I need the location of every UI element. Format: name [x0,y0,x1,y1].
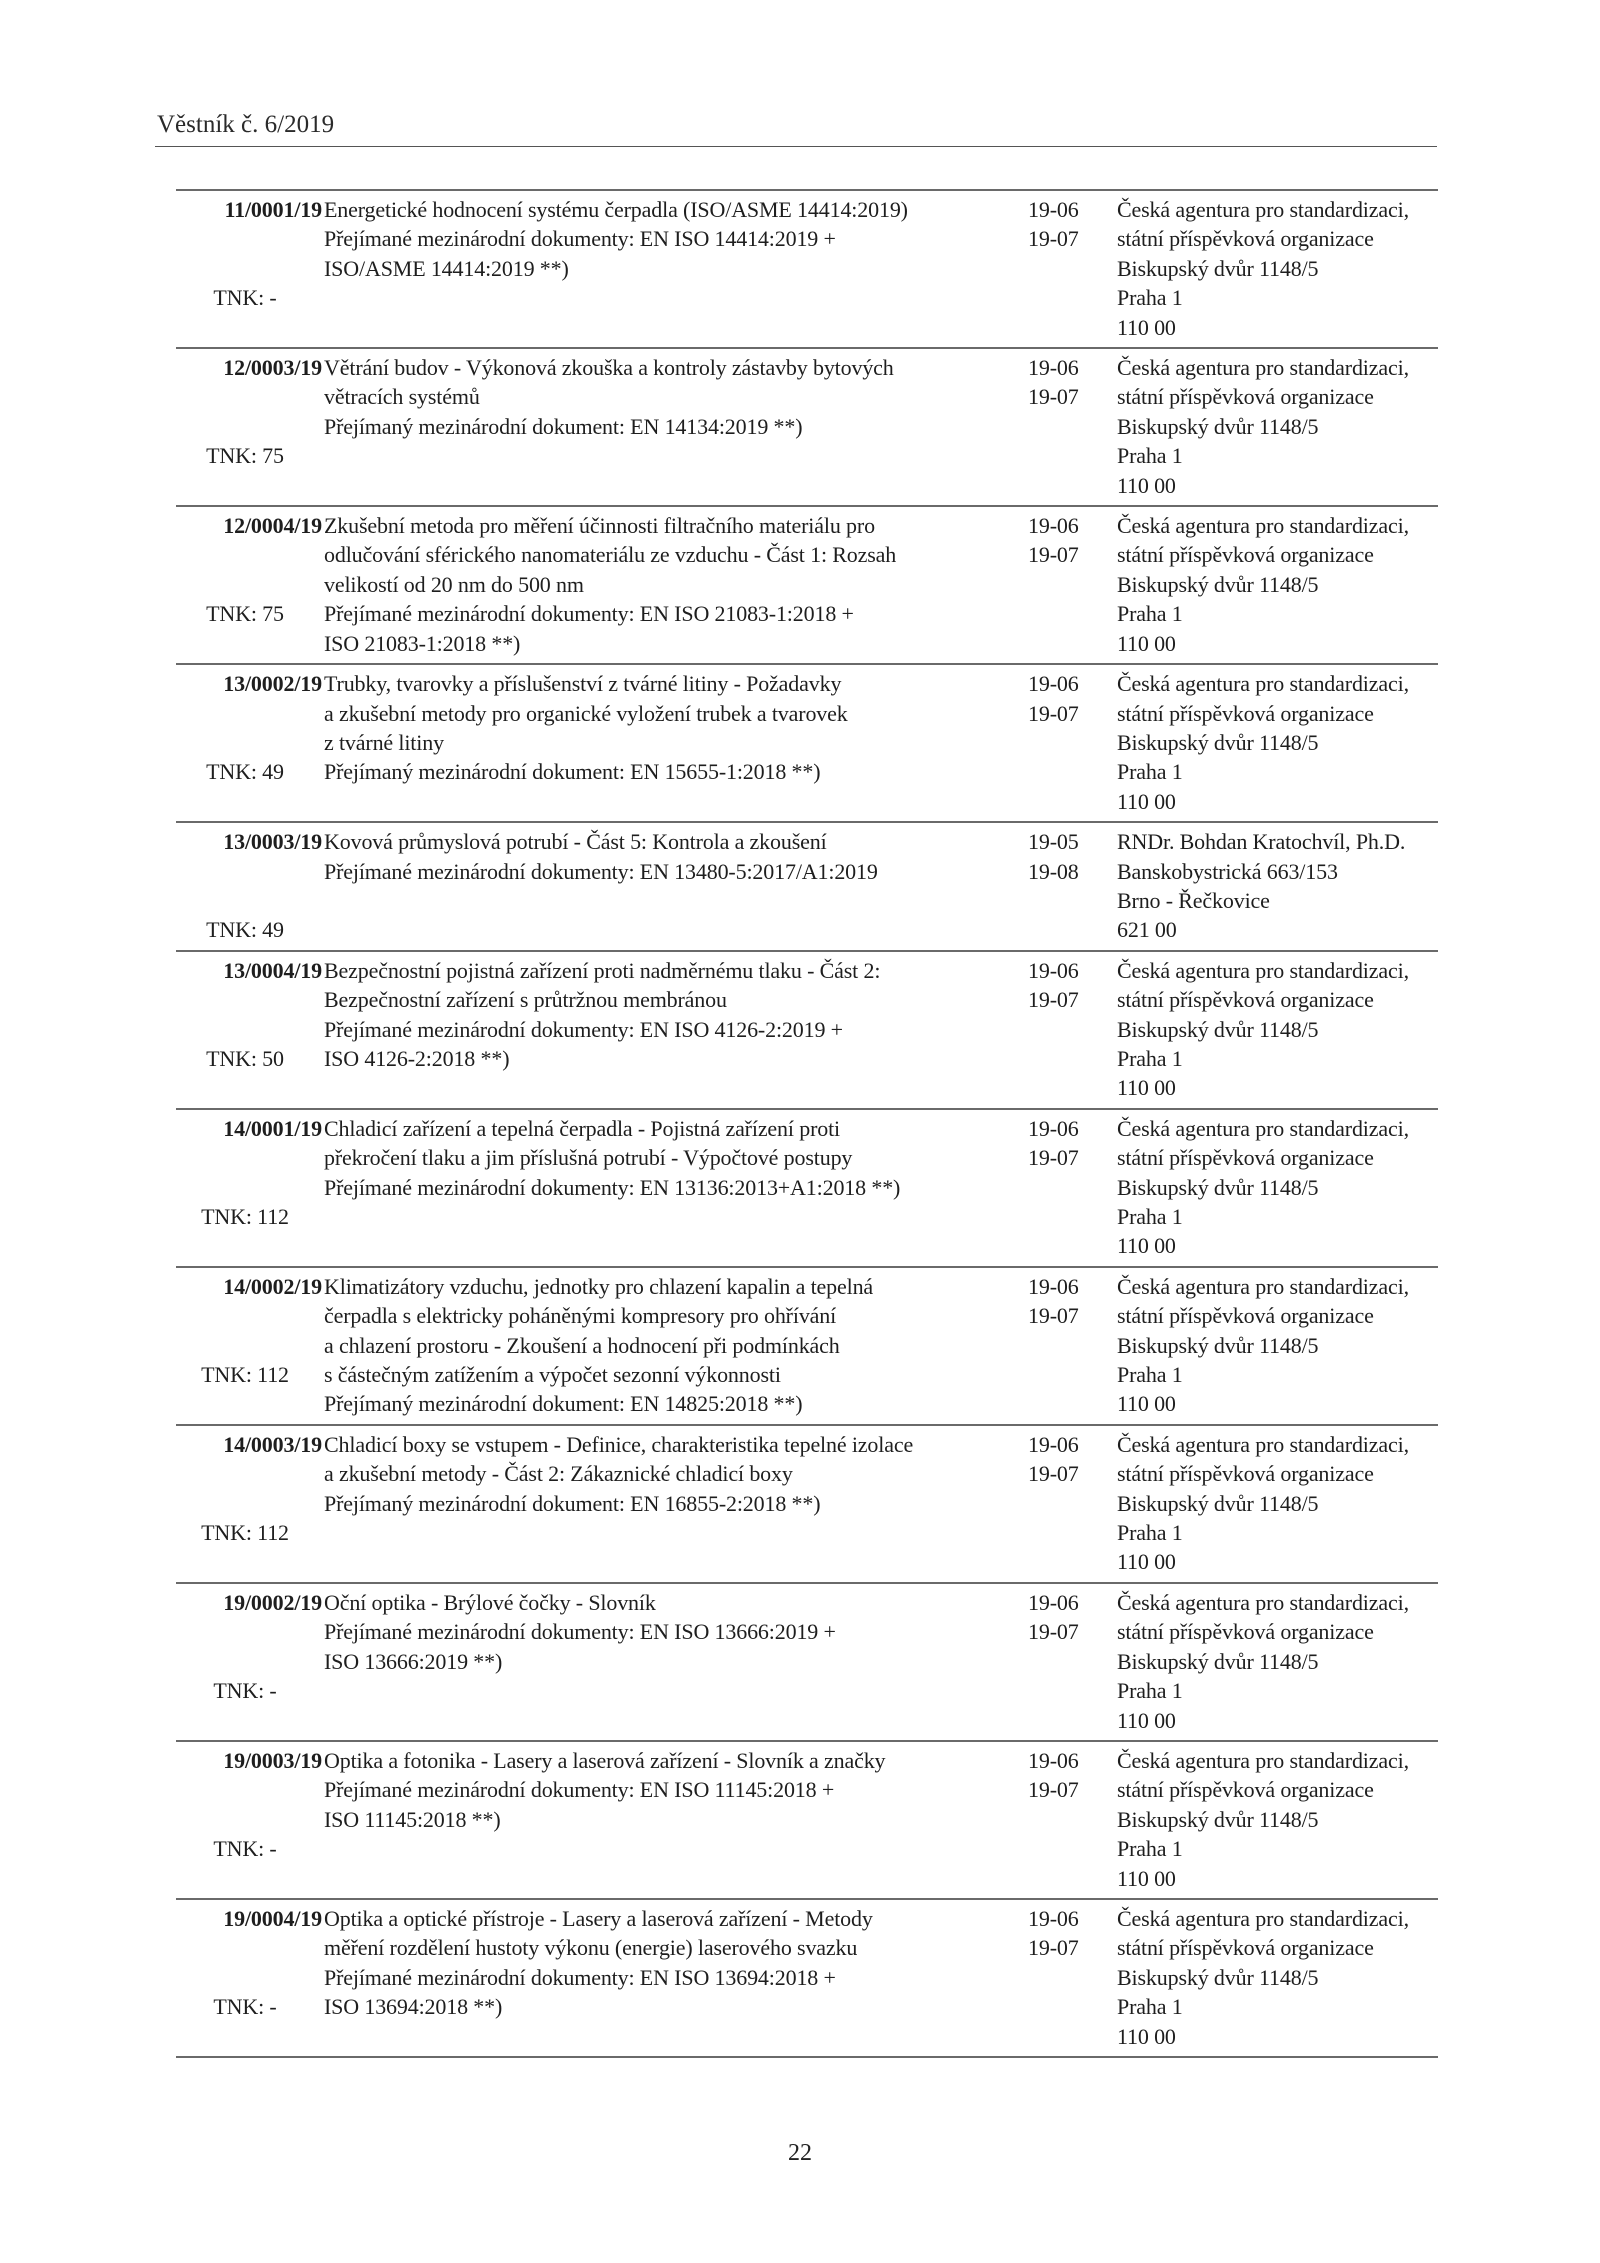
description-line: Zkušební metoda pro měření účinnosti filtračního materiálu pro [324,513,875,539]
spacer [176,224,324,253]
organization-line: Praha 1 [1117,1362,1183,1388]
start-date: 19-06 [1028,197,1079,222]
organization-line: Biskupský dvůr 1148/5 [1117,729,1319,755]
description-line: Optika a fotonika - Lasery a laserová zařízení - Slovník a značky [324,1747,886,1773]
description-line: Optika a optické přístroje - Lasery a laserová zařízení - Metody [324,1905,873,1931]
spacer [176,1617,324,1646]
dates-cell [1018,1114,1100,1261]
table-row [176,191,1438,349]
tnk-label: TNK: 75 [206,601,284,627]
standard-id: 13/0004/19 [223,957,322,983]
table-row [176,1110,1438,1268]
organization-line: 110 00 [1117,630,1176,656]
description-line: Přejímaný mezinárodní dokument: EN 14825:2018 **) [324,1391,803,1417]
organization-line: Praha 1 [1117,443,1183,469]
description-cell [324,511,1018,658]
organization-cell [1100,353,1438,500]
table-row [176,952,1438,1110]
table-row [176,349,1438,507]
description-line: větracích systémů [324,384,480,410]
id-cell [176,669,324,816]
page-header [155,110,1437,147]
organization-line: Česká agentura pro standardizaci, [1117,671,1409,697]
tnk-label: TNK: 112 [201,1520,289,1546]
dates-cell [1018,353,1100,500]
spacer [176,699,324,728]
description-line: Přejímané mezinárodní dokumenty: EN 13480-5:2017/A1:2019 [324,858,878,884]
organization-cell [1100,1430,1438,1577]
end-date: 19-07 [1028,1619,1079,1645]
spacer [176,540,324,569]
description-line: Přejímané mezinárodní dokumenty: EN ISO 14414:2019 + [324,226,836,252]
spacer [176,1775,324,1804]
organization-line: 110 00 [1117,2023,1176,2049]
end-date: 19-07 [1028,384,1079,410]
spacer [176,382,324,411]
table-row [176,1900,1438,2058]
organization-line: státní příspěvková organizace [1117,1461,1374,1487]
id-cell [176,1430,324,1577]
organization-line: Česká agentura pro standardizaci, [1117,355,1409,381]
end-date: 19-07 [1028,1145,1079,1171]
start-date: 19-06 [1028,957,1079,983]
spacer [176,1459,324,1488]
id-cell [176,956,324,1103]
description-line: Přejímané mezinárodní dokumenty: EN ISO 13666:2019 + [324,1619,836,1645]
description-line: Přejímané mezinárodní dokumenty: EN ISO 11145:2018 + [324,1777,835,1803]
description-line: Přejímané mezinárodní dokumenty: EN 13136:2013+A1:2018 **) [324,1174,901,1200]
dates-cell [1018,511,1100,658]
organization-line: 110 00 [1117,1707,1176,1733]
organization-cell [1100,511,1438,658]
organization-line: Česká agentura pro standardizaci, [1117,1431,1409,1457]
description-line: Klimatizátory vzduchu, jednotky pro chlazení kapalin a tepelná [324,1273,874,1299]
tnk-label: TNK: 112 [201,1203,289,1229]
standard-id: 13/0003/19 [223,829,322,855]
organization-line: Praha 1 [1117,1678,1183,1704]
description-cell [324,1272,1018,1419]
description-line: Bezpečnostní zařízení s průtržnou membránou [324,987,727,1013]
organization-line: Biskupský dvůr 1148/5 [1117,1174,1319,1200]
organization-line: 110 00 [1117,472,1176,498]
id-cell [176,511,324,658]
organization-line: 110 00 [1117,1391,1176,1417]
id-cell [176,1746,324,1893]
organization-line: Praha 1 [1117,759,1183,785]
description-line: Přejímané mezinárodní dokumenty: EN ISO 13694:2018 + [324,1964,836,1990]
start-date: 19-06 [1028,1115,1079,1141]
organization-line: státní příspěvková organizace [1117,384,1374,410]
end-date: 19-07 [1028,700,1079,726]
organization-line: Brno - Řečkovice [1117,887,1270,913]
dates-cell [1018,195,1100,342]
tnk-label: TNK: - [213,1994,277,2020]
table-row [176,665,1438,823]
organization-line: Biskupský dvůr 1148/5 [1117,1964,1319,1990]
organization-cell [1100,1114,1438,1261]
page-number: 22 [788,2140,812,2166]
description-line: ISO 13694:2018 **) [324,1994,503,2020]
id-cell [176,1904,324,2051]
description-line: ISO 13666:2019 **) [324,1648,503,1674]
standard-id: 19/0003/19 [223,1747,322,1773]
description-line: ISO 4126-2:2018 **) [324,1045,510,1071]
description-line: Kovová průmyslová potrubí - Část 5: Kontrola a zkoušení [324,829,827,855]
id-cell [176,1588,324,1735]
organization-line: státní příspěvková organizace [1117,542,1374,568]
tnk-label: TNK: 49 [206,917,284,943]
standard-id: 14/0003/19 [223,1431,322,1457]
description-line: Přejímaný mezinárodní dokument: EN 15655-1:2018 **) [324,759,821,785]
organization-line: Biskupský dvůr 1148/5 [1117,255,1319,281]
description-cell [324,1430,1018,1577]
organization-line: státní příspěvková organizace [1117,1777,1374,1803]
id-cell [176,1114,324,1261]
standard-id: 11/0001/19 [224,197,322,222]
description-cell [324,195,1018,342]
tnk-label: TNK: - [213,1678,277,1704]
description-line: Přejímaný mezinárodní dokument: EN 14134:2019 **) [324,413,803,439]
end-date: 19-07 [1028,1935,1079,1961]
organization-cell [1100,1588,1438,1735]
spacer [176,886,324,915]
spacer [176,1143,324,1172]
organization-line: Biskupský dvůr 1148/5 [1117,1648,1319,1674]
standards-table [176,189,1438,2058]
description-line: Chladicí zařízení a tepelná čerpadla - Pojistná zařízení proti [324,1115,841,1141]
description-line: s částečným zatížením a výpočet sezonní výkonnosti [324,1362,781,1388]
organization-cell [1100,827,1438,945]
dates-cell [1018,1430,1100,1577]
description-cell [324,1588,1018,1735]
organization-line: Praha 1 [1117,1204,1183,1229]
organization-line: Česká agentura pro standardizaci, [1117,1905,1409,1931]
organization-line: 110 00 [1117,1549,1176,1575]
organization-cell [1100,1746,1438,1893]
description-line: Přejímané mezinárodní dokumenty: EN ISO 4126-2:2019 + [324,1016,843,1042]
standard-id: 12/0003/19 [223,355,322,381]
description-line: a zkušební metody - Část 2: Zákaznické chladicí boxy [324,1461,793,1487]
description-line: Přejímaný mezinárodní dokument: EN 16855-2:2018 **) [324,1490,821,1516]
organization-cell [1100,669,1438,816]
start-date: 19-06 [1028,1589,1079,1615]
organization-line: Praha 1 [1117,1836,1183,1862]
description-cell [324,827,1018,945]
standard-id: 19/0004/19 [223,1905,322,1931]
organization-line: Biskupský dvůr 1148/5 [1117,1332,1319,1358]
standard-id: 12/0004/19 [223,513,322,539]
organization-cell [1100,1904,1438,2051]
description-cell [324,1746,1018,1893]
description-line: Chladicí boxy se vstupem - Definice, charakteristika tepelné izolace [324,1431,914,1457]
organization-line: Česká agentura pro standardizaci, [1117,1115,1409,1141]
organization-line: 621 00 [1117,917,1177,943]
organization-cell [1100,1272,1438,1419]
description-line: překročení tlaku a jim příslušná potrubí - Výpočtové postupy [324,1145,853,1171]
table-row [176,1742,1438,1900]
description-line: čerpadla s elektricky poháněnými kompresory pro ohřívání [324,1303,837,1329]
standard-id: 19/0002/19 [223,1589,322,1615]
organization-line: Biskupský dvůr 1148/5 [1117,1490,1319,1516]
table-row [176,1584,1438,1742]
end-date: 19-07 [1028,542,1079,568]
tnk-label: TNK: 112 [201,1362,289,1387]
start-date: 19-06 [1028,1431,1079,1457]
organization-line: Praha 1 [1117,1994,1183,2020]
organization-line: státní příspěvková organizace [1117,226,1374,252]
description-line: měření rozdělení hustoty výkonu (energie) laserového svazku [324,1935,858,1961]
organization-line: 110 00 [1117,788,1176,814]
id-cell [176,353,324,500]
spacer [176,1173,324,1202]
tnk-label: TNK: - [213,1836,277,1862]
organization-line: Česká agentura pro standardizaci, [1117,1589,1409,1615]
spacer [176,857,324,886]
description-line: ISO/ASME 14414:2019 **) [324,255,569,281]
start-date: 19-06 [1028,513,1079,539]
description-line: Trubky, tvarovky a příslušenství z tvárné litiny - Požadavky [324,671,842,697]
table-row [176,823,1438,952]
start-date: 19-06 [1028,1905,1079,1931]
description-cell [324,669,1018,816]
organization-line: Praha 1 [1117,1045,1183,1071]
organization-line: státní příspěvková organizace [1117,1619,1374,1645]
id-cell [176,1272,324,1419]
start-date: 19-06 [1028,355,1079,381]
description-line: Větrání budov - Výkonová zkouška a kontroly zástavby bytových [324,355,894,381]
tnk-label: TNK: 49 [206,759,284,785]
description-cell [324,956,1018,1103]
standard-id: 14/0001/19 [223,1115,322,1141]
organization-line: Česká agentura pro standardizaci, [1117,1273,1409,1299]
table-row [176,1426,1438,1584]
organization-line: Praha 1 [1117,601,1183,627]
description-line: Oční optika - Brýlové čočky - Slovník [324,1589,656,1615]
id-cell [176,827,324,945]
organization-line: Biskupský dvůr 1148/5 [1117,571,1319,597]
end-date: 19-07 [1028,1777,1079,1803]
id-cell [176,195,324,342]
organization-line: Praha 1 [1117,285,1183,311]
description-cell [324,353,1018,500]
start-date: 19-06 [1028,1273,1079,1299]
dates-cell [1018,1904,1100,2051]
organization-line: Biskupský dvůr 1148/5 [1117,1806,1319,1832]
spacer [176,570,324,599]
description-cell [324,1114,1018,1261]
organization-cell [1100,956,1438,1103]
description-line: a chlazení prostoru - Zkoušení a hodnocení při podmínkách [324,1332,840,1358]
table-row [176,1268,1438,1426]
spacer [176,412,324,441]
journal-title: Věstník č. 6/2019 [157,111,335,138]
spacer [176,1489,324,1518]
organization-line: 110 00 [1117,1865,1176,1891]
description-line: z tvárné litiny [324,729,444,755]
spacer [176,1805,324,1834]
organization-line: státní příspěvková organizace [1117,700,1374,726]
standard-id: 13/0002/19 [223,671,322,697]
tnk-label: TNK: 50 [206,1045,284,1071]
spacer [176,1647,324,1676]
start-date: 19-06 [1028,1747,1079,1773]
organization-line: 110 00 [1117,314,1176,340]
organization-cell [1100,195,1438,342]
organization-line: státní příspěvková organizace [1117,1303,1374,1329]
description-cell [324,1904,1018,2051]
description-line: Energetické hodnocení systému čerpadla (ISO/ASME 14414:2019) [324,197,908,222]
organization-line: 110 00 [1117,1075,1176,1101]
standard-id: 14/0002/19 [223,1273,322,1299]
dates-cell [1018,827,1100,945]
spacer [176,1933,324,1962]
spacer [176,728,324,757]
spacer [176,985,324,1014]
dates-cell [1018,669,1100,816]
dates-cell [1018,956,1100,1103]
description-line: Bezpečnostní pojistná zařízení proti nadměrnému tlaku - Část 2: [324,957,881,983]
organization-line: Česká agentura pro standardizaci, [1117,513,1409,539]
description-line: odlučování sférického nanomateriálu ze vzduchu - Část 1: Rozsah [324,542,897,568]
end-date: 19-07 [1028,1303,1079,1329]
organization-line: Česká agentura pro standardizaci, [1117,197,1409,222]
organization-line: státní příspěvková organizace [1117,1145,1374,1171]
organization-line: 110 00 [1117,1233,1176,1259]
end-date: 19-07 [1028,226,1079,252]
organization-line: Banskobystrická 663/153 [1117,858,1338,884]
organization-line: Česká agentura pro standardizaci, [1117,957,1409,983]
organization-line: Česká agentura pro standardizaci, [1117,1747,1409,1773]
spacer [176,1963,324,1992]
spacer [176,1015,324,1044]
description-line: Přejímané mezinárodní dokumenty: EN ISO 21083-1:2018 + [324,601,854,627]
header-divider [155,146,1437,147]
description-line: velikostí od 20 nm do 500 nm [324,571,584,597]
spacer [176,254,324,283]
end-date: 19-07 [1028,987,1079,1013]
organization-line: Praha 1 [1117,1520,1183,1546]
start-date: 19-05 [1028,829,1079,855]
tnk-label: TNK: 75 [206,443,284,469]
description-line: a zkušební metody pro organické vyložení trubek a tvarovek [324,700,848,726]
description-line: ISO 21083-1:2018 **) [324,630,521,656]
spacer [176,1331,324,1360]
start-date: 19-06 [1028,671,1079,697]
spacer [176,1301,324,1330]
organization-line: Biskupský dvůr 1148/5 [1117,1016,1319,1042]
organization-line: Biskupský dvůr 1148/5 [1117,413,1319,439]
table-row [176,507,1438,665]
dates-cell [1018,1272,1100,1419]
organization-line: RNDr. Bohdan Kratochvíl, Ph.D. [1117,829,1406,855]
description-line: ISO 11145:2018 **) [324,1806,501,1832]
end-date: 19-08 [1028,858,1079,884]
organization-line: státní příspěvková organizace [1117,987,1374,1013]
dates-cell [1018,1746,1100,1893]
end-date: 19-07 [1028,1461,1079,1487]
dates-cell [1018,1588,1100,1735]
tnk-label: TNK: - [213,285,277,311]
organization-line: státní příspěvková organizace [1117,1935,1374,1961]
